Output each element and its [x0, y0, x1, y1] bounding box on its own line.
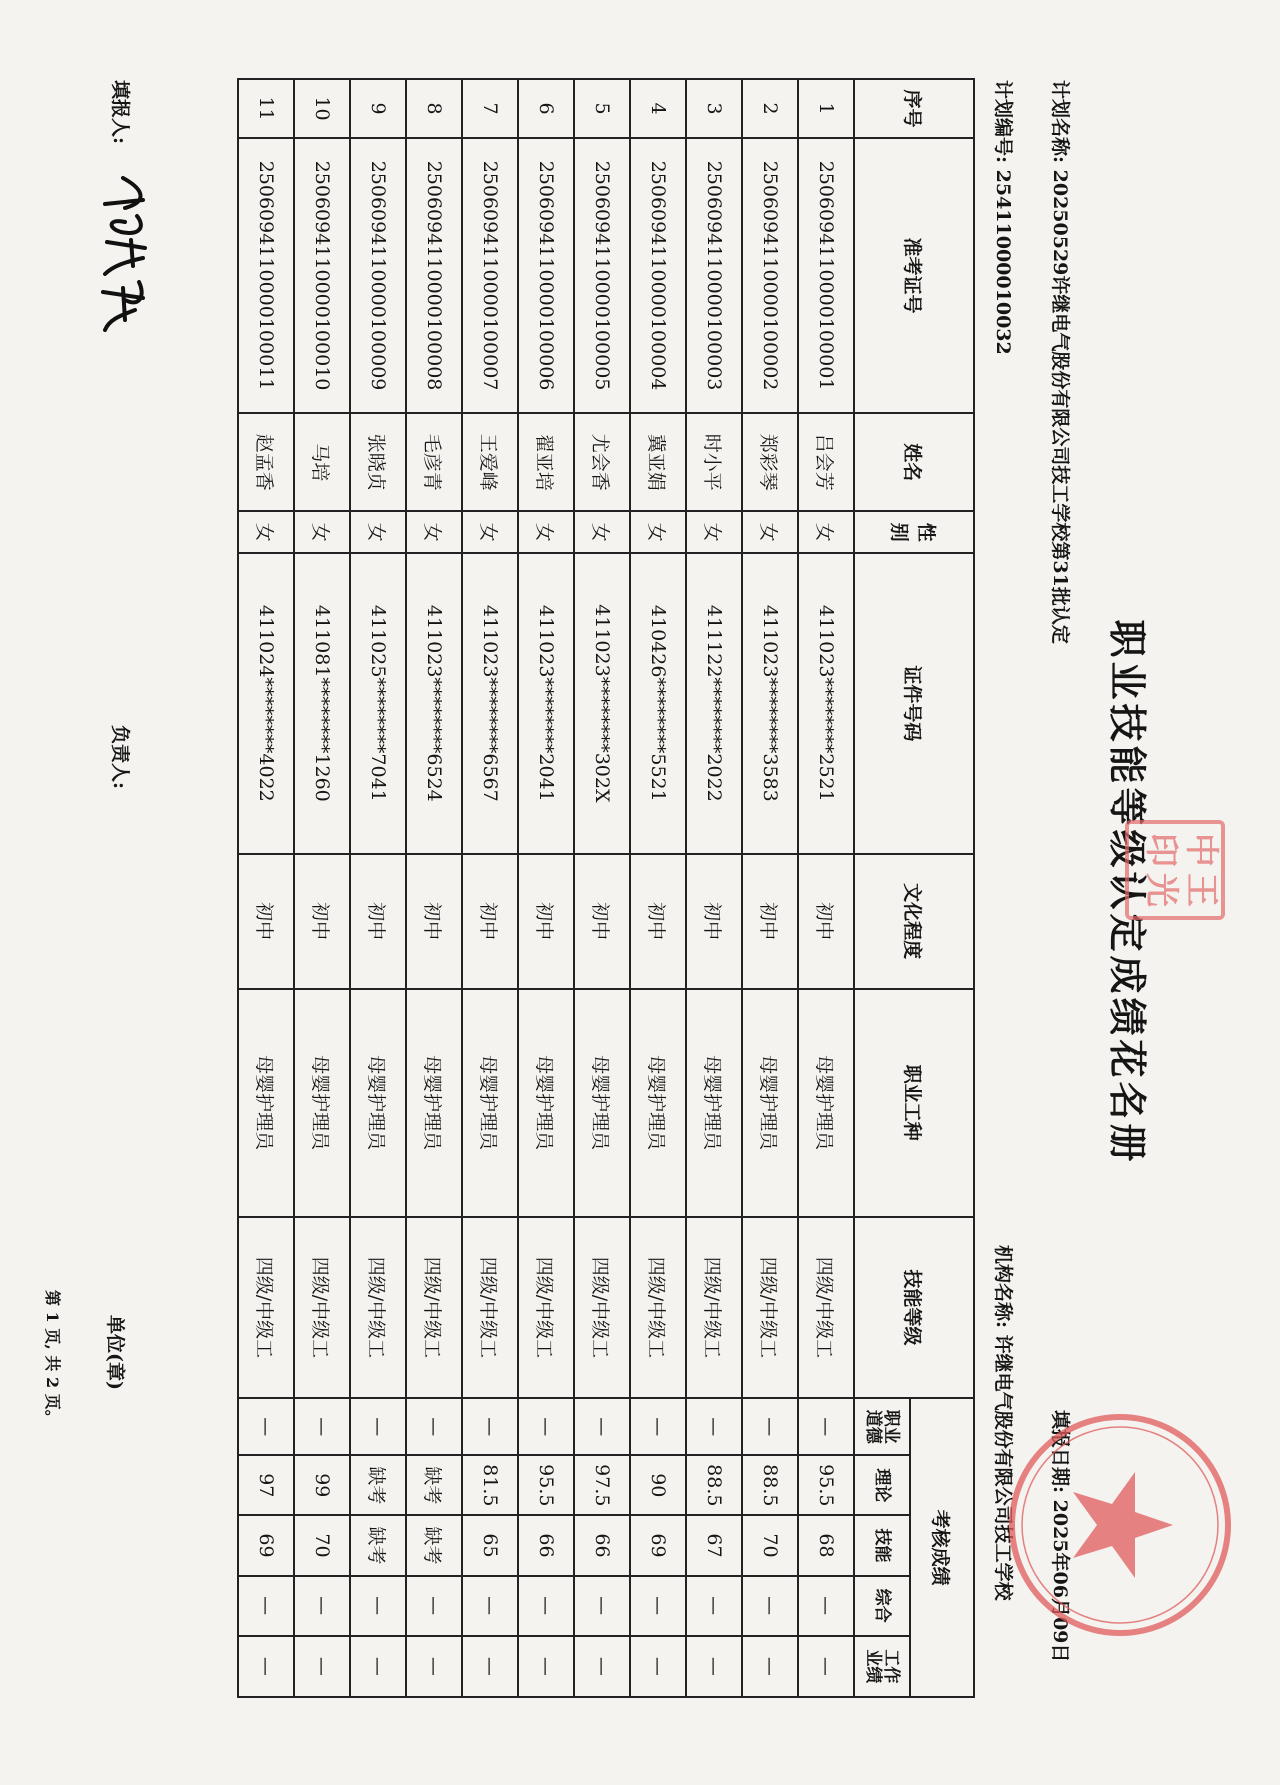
cell-skill: 70	[294, 1515, 350, 1575]
cell-occupation: 母婴护理员	[686, 989, 742, 1217]
cell-ethics: —	[406, 1398, 462, 1455]
cell-education: 初中	[686, 854, 742, 989]
cell-gender: 女	[686, 511, 742, 552]
cell-occupation: 母婴护理员	[406, 989, 462, 1217]
cell-seq: 2	[742, 79, 798, 138]
table-row	[798, 79, 854, 1697]
cell-skill: 缺考	[406, 1515, 462, 1575]
cell-work: —	[518, 1636, 574, 1697]
cell-theory: 95.5	[798, 1455, 854, 1515]
cell-name: 马培	[294, 413, 350, 512]
cell-occupation: 母婴护理员	[518, 989, 574, 1217]
cell-ethics: —	[294, 1398, 350, 1455]
plan-no-label: 计划编号:	[992, 80, 1014, 164]
cell-skill-level: 四级/中级工	[630, 1217, 686, 1399]
cell-skill: 67	[686, 1515, 742, 1575]
cell-theory: 90	[630, 1455, 686, 1515]
responsible-label: 负责人:	[109, 725, 131, 790]
cell-ethics: —	[462, 1398, 518, 1455]
cell-skill-level: 四级/中级工	[462, 1217, 518, 1399]
cell-education: 初中	[742, 854, 798, 989]
unit-label: 单位(章)	[104, 1315, 126, 1390]
roster-body	[238, 79, 854, 1697]
cell-theory: 88.5	[686, 1455, 742, 1515]
cell-gender: 女	[518, 511, 574, 552]
cell-gender: 女	[742, 511, 798, 552]
cell-overall: —	[742, 1576, 798, 1636]
col-gender-1: 性	[915, 522, 937, 542]
cell-exam-no: 2506094110000100011	[238, 138, 294, 413]
plan-name-value: 20250529许继电气股份有限公司技工学校第31批认定	[1049, 169, 1071, 644]
cell-theory: 97.5	[574, 1455, 630, 1515]
cell-education: 初中	[350, 854, 406, 989]
unit-line	[103, 1315, 130, 1390]
col-work	[854, 1636, 910, 1697]
cell-skill-level: 四级/中级工	[238, 1217, 294, 1399]
cell-seq: 9	[350, 79, 406, 138]
col-ethics-2: 道德	[863, 1409, 883, 1444]
table-row	[238, 79, 294, 1697]
plan-no-value: 25411000010032	[992, 169, 1014, 355]
cell-overall: —	[686, 1576, 742, 1636]
cell-overall: —	[574, 1576, 630, 1636]
cell-work: —	[630, 1636, 686, 1697]
cell-skill: 69	[630, 1515, 686, 1575]
cell-skill: 66	[518, 1515, 574, 1575]
cell-exam-no: 2506094110000100010	[294, 138, 350, 413]
filler-signature	[95, 170, 165, 340]
cell-occupation: 母婴护理员	[574, 989, 630, 1217]
cell-ethics: —	[574, 1398, 630, 1455]
responsible-line	[108, 725, 135, 789]
cell-ethics: —	[686, 1398, 742, 1455]
cell-id-no: 411025********7041	[350, 553, 406, 854]
fill-date-value: 2025年06月09日	[1049, 1499, 1071, 1663]
cell-skill: 69	[238, 1515, 294, 1575]
cell-ethics: —	[350, 1398, 406, 1455]
cell-occupation: 母婴护理员	[798, 989, 854, 1217]
cell-overall: —	[630, 1576, 686, 1636]
cell-education: 初中	[798, 854, 854, 989]
cell-name: 郑彩琴	[742, 413, 798, 512]
col-gender-2: 别	[888, 522, 910, 542]
cell-id-no: 410426********5521	[630, 553, 686, 854]
cell-id-no: 411023********6524	[406, 553, 462, 854]
cell-work: —	[406, 1636, 462, 1697]
stamp-char: 中	[1181, 833, 1221, 867]
cell-skill-level: 四级/中级工	[742, 1217, 798, 1399]
cell-skill-level: 四级/中级工	[406, 1217, 462, 1399]
cell-theory: 97	[238, 1455, 294, 1515]
cell-id-no: 411023********2521	[798, 553, 854, 854]
table-row	[742, 79, 798, 1697]
cell-theory: 95.5	[518, 1455, 574, 1515]
cell-skill: 70	[742, 1515, 798, 1575]
cell-exam-no: 2506094110000100009	[350, 138, 406, 413]
roster-table	[237, 78, 975, 1698]
cell-seq: 5	[574, 79, 630, 138]
table-row	[518, 79, 574, 1697]
cell-education: 初中	[518, 854, 574, 989]
plan-name-label: 计划名称:	[1049, 80, 1071, 164]
cell-id-no: 411023********6567	[462, 553, 518, 854]
cell-skill: 缺考	[350, 1515, 406, 1575]
cell-skill: 68	[798, 1515, 854, 1575]
table-row	[406, 79, 462, 1697]
cell-occupation: 母婴护理员	[350, 989, 406, 1217]
cell-gender: 女	[462, 511, 518, 552]
cell-theory: 88.5	[742, 1455, 798, 1515]
cell-seq: 3	[686, 79, 742, 138]
cell-id-no: 411081********1260	[294, 553, 350, 854]
cell-work: —	[294, 1636, 350, 1697]
col-id-no: 证件号码	[854, 553, 974, 854]
plan-name-line	[1048, 80, 1075, 644]
cell-occupation: 母婴护理员	[630, 989, 686, 1217]
document-title: 职业技能等级认定成绩花名册	[1105, 619, 1150, 1166]
col-ethics-1: 职业	[881, 1409, 901, 1444]
cell-education: 初中	[574, 854, 630, 989]
cell-name: 赵孟香	[238, 413, 294, 512]
fill-date-label: 填报日期:	[1049, 1410, 1071, 1494]
cell-gender: 女	[350, 511, 406, 552]
cell-exam-no: 2506094110000100008	[406, 138, 462, 413]
cell-seq: 1	[798, 79, 854, 138]
cell-id-no: 411122********2022	[686, 553, 742, 854]
col-exam-no: 准考证号	[854, 138, 974, 413]
cell-id-no: 411023********302X	[574, 553, 630, 854]
stamp-char: 印	[1141, 833, 1181, 867]
cell-occupation: 母婴护理员	[742, 989, 798, 1217]
cell-gender: 女	[798, 511, 854, 552]
cell-exam-no: 2506094110000100005	[574, 138, 630, 413]
cell-skill: 66	[574, 1515, 630, 1575]
cell-work: —	[238, 1636, 294, 1697]
cell-education: 初中	[462, 854, 518, 989]
col-gender	[854, 511, 974, 552]
cell-ethics: —	[798, 1398, 854, 1455]
cell-overall: —	[350, 1576, 406, 1636]
cell-theory: 81.5	[462, 1455, 518, 1515]
plan-no-line	[991, 80, 1018, 355]
page-info: 第 1 页, 共 2 页。	[43, 1290, 62, 1426]
cell-occupation: 母婴护理员	[462, 989, 518, 1217]
table-row	[462, 79, 518, 1697]
stamp-char: 王	[1181, 873, 1221, 907]
col-skill: 技能	[854, 1515, 910, 1575]
cell-skill-level: 四级/中级工	[518, 1217, 574, 1399]
col-overall: 综合	[854, 1576, 910, 1636]
cell-work: —	[462, 1636, 518, 1697]
cell-gender: 女	[238, 511, 294, 552]
cell-gender: 女	[630, 511, 686, 552]
cell-id-no: 411023********2041	[518, 553, 574, 854]
table-row	[630, 79, 686, 1697]
cell-ethics: —	[630, 1398, 686, 1455]
cell-theory: 缺考	[350, 1455, 406, 1515]
cell-work: —	[574, 1636, 630, 1697]
cell-work: —	[350, 1636, 406, 1697]
cell-overall: —	[238, 1576, 294, 1636]
cell-gender: 女	[406, 511, 462, 552]
cell-name: 王爱峰	[462, 413, 518, 512]
cell-theory: 缺考	[406, 1455, 462, 1515]
col-theory: 理论	[854, 1455, 910, 1515]
cell-skill-level: 四级/中级工	[574, 1217, 630, 1399]
cell-education: 初中	[406, 854, 462, 989]
cell-ethics: —	[518, 1398, 574, 1455]
cell-work: —	[798, 1636, 854, 1697]
cell-seq: 10	[294, 79, 350, 138]
cell-name: 翟亚培	[518, 413, 574, 512]
table-row	[686, 79, 742, 1697]
cell-work: —	[686, 1636, 742, 1697]
org-label: 机构名称:	[992, 1245, 1014, 1329]
col-work-2: 业绩	[863, 1649, 883, 1684]
cell-ethics: —	[238, 1398, 294, 1455]
table-row	[574, 79, 630, 1697]
cell-seq: 4	[630, 79, 686, 138]
cell-overall: —	[406, 1576, 462, 1636]
cell-seq: 7	[462, 79, 518, 138]
col-seq: 序号	[854, 79, 974, 138]
personal-name-stamp	[1125, 820, 1225, 920]
col-ethics	[854, 1398, 910, 1455]
cell-skill-level: 四级/中级工	[686, 1217, 742, 1399]
cell-education: 初中	[238, 854, 294, 989]
cell-ethics: —	[742, 1398, 798, 1455]
cell-overall: —	[462, 1576, 518, 1636]
cell-occupation: 母婴护理员	[294, 989, 350, 1217]
cell-education: 初中	[294, 854, 350, 989]
cell-education: 初中	[630, 854, 686, 989]
cell-work: —	[742, 1636, 798, 1697]
cell-seq: 11	[238, 79, 294, 138]
cell-seq: 6	[518, 79, 574, 138]
official-seal	[1005, 1410, 1235, 1640]
cell-theory: 99	[294, 1455, 350, 1515]
cell-exam-no: 2506094110000100001	[798, 138, 854, 413]
cell-overall: —	[798, 1576, 854, 1636]
col-occupation: 职业工种	[854, 989, 974, 1217]
cell-name: 张晓贞	[350, 413, 406, 512]
cell-overall: —	[518, 1576, 574, 1636]
col-skill-level: 技能等级	[854, 1217, 974, 1399]
cell-name: 时小平	[686, 413, 742, 512]
col-education: 文化程度	[854, 854, 974, 989]
cell-skill-level: 四级/中级工	[294, 1217, 350, 1399]
cell-gender: 女	[294, 511, 350, 552]
cell-id-no: 411023********3583	[742, 553, 798, 854]
cell-exam-no: 2506094110000100003	[686, 138, 742, 413]
filler-label: 填报人:	[109, 80, 131, 145]
cell-exam-no: 2506094110000100002	[742, 138, 798, 413]
filler-line	[108, 80, 135, 144]
cell-exam-no: 2506094110000100004	[630, 138, 686, 413]
stamp-char: 光	[1141, 873, 1181, 907]
cell-skill-level: 四级/中级工	[350, 1217, 406, 1399]
table-row	[350, 79, 406, 1697]
cell-seq: 8	[406, 79, 462, 138]
cell-skill-level: 四级/中级工	[798, 1217, 854, 1399]
cell-occupation: 母婴护理员	[238, 989, 294, 1217]
col-scores-group: 考核成绩	[910, 1398, 974, 1697]
col-work-1: 工作	[881, 1649, 901, 1684]
cell-exam-no: 2506094110000100006	[518, 138, 574, 413]
cell-name: 冀亚娟	[630, 413, 686, 512]
header-row-1	[910, 79, 974, 1697]
col-name: 姓名	[854, 413, 974, 512]
org-value: 许继电气股份有限公司技工学校	[992, 1334, 1014, 1601]
cell-id-no: 411024********4022	[238, 553, 294, 854]
cell-overall: —	[294, 1576, 350, 1636]
cell-skill: 65	[462, 1515, 518, 1575]
cell-gender: 女	[574, 511, 630, 552]
cell-name: 毛彦青	[406, 413, 462, 512]
cell-name: 尤会香	[574, 413, 630, 512]
cell-exam-no: 2506094110000100007	[462, 138, 518, 413]
cell-name: 吕会芳	[798, 413, 854, 512]
table-row	[294, 79, 350, 1697]
